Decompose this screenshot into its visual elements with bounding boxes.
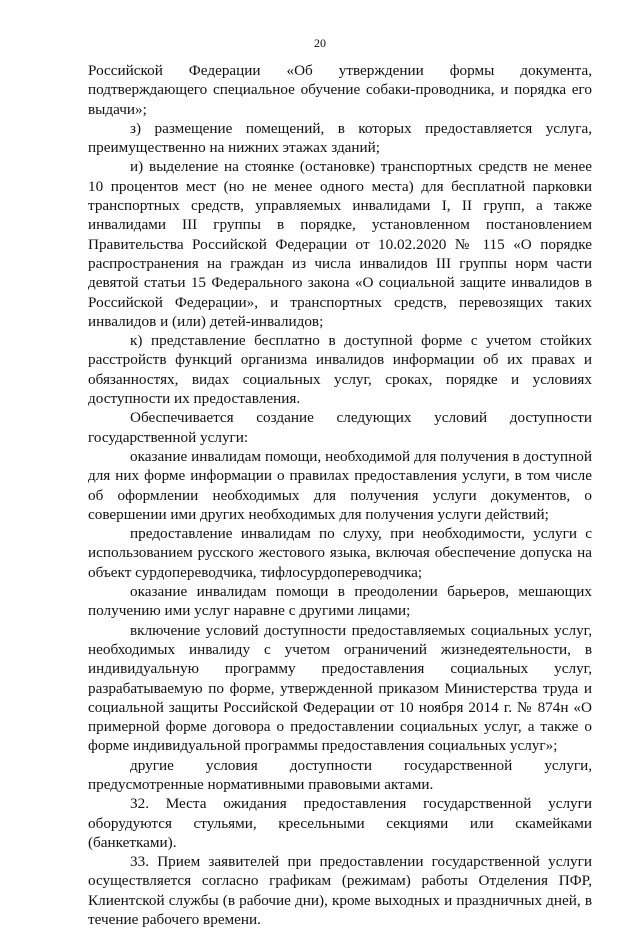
paragraph-assistance-information: оказание инвалидам помощи, необходимой для получения в доступной для них форме информации о правилах предоставления услуги, в том числе об оформлении необходимых для получения услуги документов, о совершении ими других необходимых для получения услуги действий;	[88, 447, 592, 523]
paragraph-sign-language: предоставление инвалидам по слуху, при необходимости, услуги с использованием русского жестового языка, включая обеспечение допуска на объект сурдопереводчика, тифлосурдопереводчика;	[88, 525, 592, 581]
paragraph-other-conditions: другие условия доступности государственной услуги, предусмотренные нормативными правовыми актами.	[88, 756, 592, 793]
paragraph-individual-program: включение условий доступности предоставляемых социальных услуг, необходимых инвалиду с учетом ограничений жизнедеятельности, в индивидуальную программу предоставления социальных услуг, разрабатываемую по форме, утвержденной приказом Министерства труда и социальной защиты Российской Федерации от 10 ноября 2014 г. № 874н «О примерной форме договора о предоставлении социальных услуг, а также о форме индивидуальной программы предоставления социальных услуг»;	[88, 621, 592, 755]
paragraph-item-i: и) выделение на стоянке (остановке) транспортных средств не менее 10 процентов мест (но не менее одного места) для бесплатной парковки транспортных средств, управляемых инвалидами I, II групп, а также инвалидами III группы в порядке, установленном постановлением Правительства Российской Федерации от 10.02.2020 № 115 «О порядке распространения на граждан из числа инвалидов III группы норм части девятой статьи 15 Федерального закона «О социальной защите инвалидов в Российской Федерации», и транспортных средств, перевозящих таких инвалидов и (или) детей-инвалидов;	[88, 158, 592, 330]
paragraph-section-32: 32. Места ожидания предоставления государственной услуги оборудуются стульями, кресельными секциями или скамейками (банкетками).	[88, 795, 592, 851]
paragraph-continuation: Российской Федерации «Об утверждении формы документа, подтверждающего специальное обучение собаки-проводника, и порядка его выдачи»;	[88, 62, 592, 118]
document-body	[88, 61, 592, 929]
paragraph-item-z: з) размещение помещений, в которых предоставляется услуга, преимущественно на нижних этажах зданий;	[88, 119, 592, 157]
paragraph-item-k: к) представление бесплатно в доступной форме с учетом стойких расстройств функций организма инвалидов информации об их правах и обязанностях, видах социальных услуг, сроках, порядке и условиях доступности их предоставления.	[88, 332, 592, 408]
paragraph-barriers: оказание инвалидам помощи в преодолении барьеров, мешающих получению ими услуг наравне с другими лицами;	[88, 583, 592, 620]
paragraph-accessibility-intro: Обеспечивается создание следующих условий доступности государственной услуги:	[88, 409, 592, 446]
page-number: 20	[314, 36, 326, 50]
paragraph-section-33: 33. Прием заявителей при предоставлении государственной услуги осуществляется согласно графикам (режимам) работы Отделения ПФР, Клиентской службы (в рабочие дни), кроме выходных и праздничных дней, в течение рабочего времени.	[88, 853, 592, 929]
